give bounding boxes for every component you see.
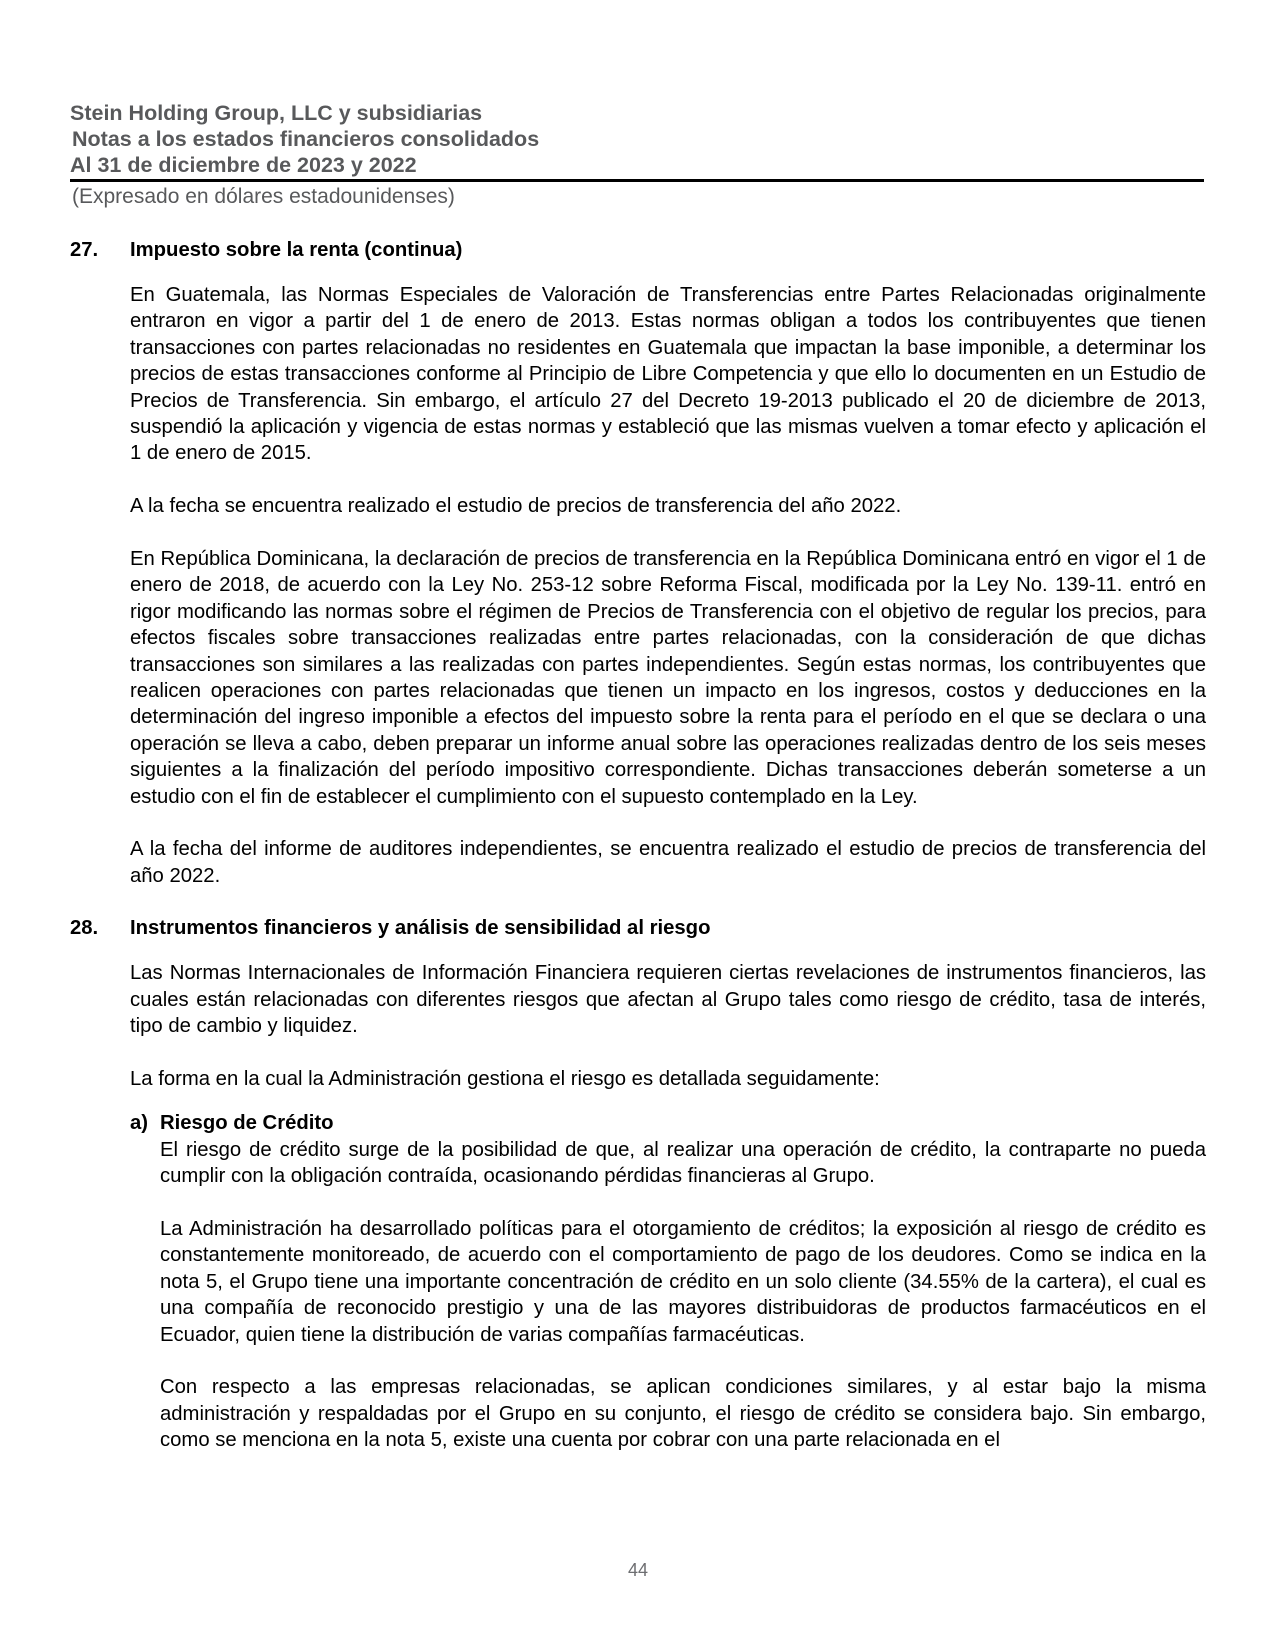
header-document-title: Notas a los estados financieros consolidados: [72, 127, 540, 151]
paragraph-risk-management-intro: La forma en la cual la Administración gestiona el riesgo es detallada seguidamente:: [130, 1067, 880, 1090]
subsection-heading: [130, 1110, 1206, 1136]
paragraph-auditors-status: A la fecha del informe de auditores independientes, se encuentra realizado el estudio de precios de transferencia del año 2022.: [130, 838, 1206, 887]
section-number: 27.: [70, 239, 99, 261]
subsection-title: Riesgo de Crédito: [160, 1112, 334, 1135]
section-title: Impuesto sobre la renta (continua): [130, 239, 463, 261]
notes-content: [70, 237, 1206, 1454]
paragraph-ifrs-disclosures: Las Normas Internacionales de Información Financiera requieren ciertas revelaciones de instrumentos financieros, las cuales están relacionadas con diferentes riesgos que afectan al Grupo tales como riesgo de crédito, tasa de interés, tipo de cambio y liquidez.: [130, 962, 1206, 1038]
page-number: 44: [627, 1560, 649, 1580]
section-number: 28.: [70, 917, 99, 940]
paragraph-related-companies: Con respecto a las empresas relacionadas, se aplican condiciones similares, y al estar bajo la misma administración y respaldadas por el Grupo en su conjunto, el riesgo de crédito se considera bajo. Sin embargo, como se menciona en la nota 5, existe una cuenta por cobrar con una parte relacionada en el: [160, 1376, 1206, 1452]
section-title: Instrumentos financieros y análisis de sensibilidad al riesgo: [130, 917, 711, 940]
header-company-name: Stein Holding Group, LLC y subsidiarias: [70, 101, 483, 125]
subsection-letter: a): [130, 1112, 149, 1135]
paragraph-guatemala-status: A la fecha se encuentra realizado el estudio de precios de transferencia del año 2022.: [130, 495, 902, 518]
section-heading: [70, 915, 1206, 942]
note-section-27: [70, 237, 1206, 889]
paragraph-guatemala: En Guatemala, las Normas Especiales de Valoración de Transferencias entre Partes Relacionadas originalmente entraron en vigor a partir del 1 de enero de 2013. Estas normas obligan a todos los contribuyentes que tienen transacciones con partes relacionadas no residentes en Guatemala que impactan la base imponible, a determinar los precios de estas transacciones conforme al Principio de Libre Competencia y que ello lo documenten en un Estudio de Precios de Transferencia. Sin embargo, el artículo 27 del Decreto 19-2013 publicado el 20 de diciembre de 2013, suspendió la aplicación y vigencia de estas normas y estableció que las mismas vuelven a tomar efecto y aplicación el 1 de enero de 2015.: [130, 284, 1206, 465]
page-header: [70, 100, 1204, 178]
note-section-28: [70, 915, 1206, 1453]
section-heading: [70, 237, 1206, 264]
paragraph-credit-risk-definition: El riesgo de crédito surge de la posibilidad de que, al realizar una operación de crédito, la contraparte no pueda cumplir con la obligación contraída, ocasionando pérdidas financieras al Grupo.: [160, 1138, 1206, 1188]
header-currency-note: (Expresado en dólares estadounidenses): [72, 185, 455, 208]
paragraph-credit-policies: La Administración ha desarrollado políticas para el otorgamiento de créditos; la exposición al riesgo de crédito es constantemente monitoreado, de acuerdo con el comportamiento de pago de los deudores. Como se indica en la nota 5, el Grupo tiene una importante concentración de crédito en un solo cliente (34.55% de la cartera), el cual es una compañía de reconocido prestigio y una de las mayores distribuidoras de productos farmacéuticos en el Ecuador, quien tiene la distribución de varias compañías farmacéuticas.: [160, 1217, 1206, 1346]
header-period: Al 31 de diciembre de 2023 y 2022: [70, 153, 417, 177]
header-rule: [70, 179, 1204, 182]
subsection-credit-risk: [130, 1110, 1206, 1453]
paragraph-dominican-republic: En República Dominicana, la declaración de precios de transferencia en la República Dominicana entró en vigor el 1 de enero de 2018, de acuerdo con la Ley No. 253-12 sobre Reforma Fiscal, modificada por la Ley No. 139-11. entró en rigor modificando las normas sobre el régimen de Precios de Transferencia con el objetivo de regular los precios, para efectos fiscales sobre transacciones realizadas entre partes relacionadas, con la consideración de que dichas transacciones son similares a las realizadas con partes independientes. Según estas normas, los contribuyentes que realicen operaciones con partes relacionadas que tienen un impacto en los ingresos, costos y deducciones en la determinación del ingreso imponible a efectos del impuesto sobre la renta para el período en el que se declara o una operación se lleva a cabo, deben preparar un informe anual sobre las operaciones realizadas dentro de los seis meses siguientes a la finalización del período impositivo correspondiente. Dichas transacciones deberán someterse a un estudio con el fin de establecer el cumplimiento con el supuesto contemplado en la Ley.: [130, 548, 1206, 808]
